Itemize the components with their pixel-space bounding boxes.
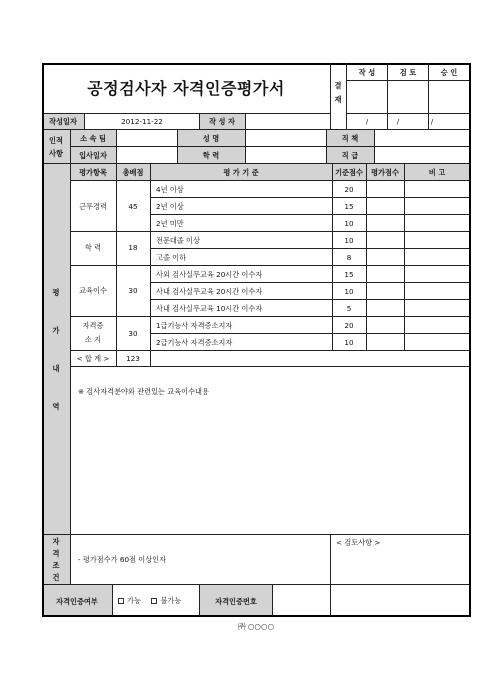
group-total-license: 30 (128, 329, 138, 338)
personal-mid-line (70, 146, 470, 147)
group-item-education: 학 력 (84, 243, 102, 252)
score-row-6: 15 (344, 270, 354, 279)
criterion-col-line (332, 164, 333, 350)
group-total-education: 18 (128, 243, 138, 252)
approval-header-line (346, 80, 470, 81)
title-bottom-line (42, 113, 330, 114)
score-row-5: 8 (346, 253, 352, 262)
score-row-7: 10 (344, 287, 354, 296)
eval-col-line (404, 164, 405, 350)
row-line-4 (150, 248, 470, 249)
created-date-label: 작성일자 (49, 117, 77, 126)
team-label: 소 속 팀 (80, 134, 106, 143)
col-header-score: 기준점수 (335, 168, 363, 177)
score-row-1: 20 (344, 185, 354, 194)
created-date-value: 2012-11-22 (121, 117, 163, 126)
col-header-remarks: 비 고 (428, 168, 446, 177)
eval-header-bottom (70, 180, 470, 181)
grade-label: 직 급 (341, 151, 359, 160)
approval-label-line (346, 63, 347, 130)
group-item-career: 근무경력 (79, 202, 107, 211)
date-row-bottom (42, 129, 470, 130)
name-label: 성 명 (202, 134, 220, 143)
approval-date-slash-1: / (365, 117, 369, 126)
date-label-line (84, 113, 85, 130)
score-col-line (366, 164, 367, 350)
cert-label: 자격인증여부 (56, 597, 98, 606)
col-header-criterion: 평 가 기 준 (223, 168, 259, 177)
score-row-10: 10 (344, 338, 354, 347)
row-line-7 (150, 299, 470, 300)
row-line-8 (70, 316, 470, 317)
criterion-row-8: 사내 검사실무교육 10시간 이수자 (156, 304, 263, 313)
score-row-2: 15 (344, 202, 354, 211)
group-item-license-1: 자격증 (82, 321, 104, 330)
group-total-training: 30 (128, 286, 138, 295)
approval-sign-line (346, 113, 470, 114)
criterion-row-1: 4년 이상 (156, 185, 184, 194)
criterion-row-9: 1급기능사 자격증소지자 (156, 321, 233, 330)
author-label: 작 성 자 (209, 117, 235, 126)
criterion-row-5: 고졸 이하 (156, 253, 187, 262)
name-label-line (245, 130, 246, 164)
row-line-2 (150, 214, 470, 215)
approval-col-review: 검 토 (399, 68, 417, 77)
company-name: ㈜ ○○○○ (237, 622, 275, 631)
eval-section-bottom (42, 534, 470, 535)
criterion-row-6: 사외 검사실무교육 20시간 이수자 (156, 270, 263, 279)
score-row-9: 20 (344, 321, 354, 330)
group-item-license-2: 소 지 (84, 335, 102, 344)
cert-yes-checkbox[interactable] (118, 598, 124, 604)
team-label-line (116, 130, 117, 164)
training-note: ※ 검사자격분야와 관련있는 교육이수내용 (78, 387, 209, 396)
approval-label: 결 재 (334, 81, 342, 105)
total-row-bottom (70, 366, 470, 367)
approval-col-approve: 승 인 (440, 68, 458, 77)
total-value: 123 (126, 354, 140, 363)
conditions-label-line (70, 534, 71, 585)
duty-label: 직 책 (341, 134, 359, 143)
frame-right (469, 63, 471, 617)
education-label: 학 력 (202, 151, 220, 160)
review-label: < 검토사항 > (336, 538, 381, 547)
score-row-4: 10 (344, 236, 354, 245)
group-total-career: 45 (128, 202, 138, 211)
total-col-line (150, 164, 151, 367)
criterion-row-3: 2년 미만 (156, 219, 184, 228)
conditions-label-3: 조 (52, 561, 60, 570)
col-header-eval-score: 평가점수 (371, 168, 399, 177)
eval-section-label-3: 내 (52, 364, 60, 373)
cert-number-label: 자격인증번호 (215, 597, 257, 606)
frame-top (42, 63, 471, 65)
approval-col-write: 작 성 (358, 68, 376, 77)
row-line-1 (150, 197, 470, 198)
cert-no-label-line (272, 585, 273, 616)
criterion-row-7: 사내 검사실무교육 20시간 이수자 (156, 287, 263, 296)
item-col-line (116, 164, 117, 367)
cert-options (118, 597, 181, 604)
conditions-label-1: 자 (52, 537, 60, 546)
cert-option-line (199, 585, 200, 616)
personal-bottom-line (42, 163, 470, 164)
group-item-training: 교육이수 (79, 286, 107, 295)
team-value-line (177, 130, 178, 164)
col-header-item: 평가항목 (79, 168, 107, 177)
row-line-9 (150, 333, 470, 334)
total-label: < 합 계 > (76, 354, 110, 363)
row-line-6 (150, 282, 470, 283)
conditions-text: - 평가점수가 60점 이상인자 (78, 555, 167, 564)
cert-yes-label: 가능 (127, 596, 141, 605)
row-line-5 (70, 265, 470, 266)
criterion-row-2: 2년 이상 (156, 202, 184, 211)
conditions-label-2: 격 (52, 549, 60, 558)
frame-bottom (42, 615, 471, 617)
frame-left (42, 63, 44, 617)
approval-date-slash-2: / (396, 117, 400, 126)
cert-no-checkbox[interactable] (151, 598, 157, 604)
row-line-10 (70, 350, 470, 351)
page-title: 공정검사자 자격인증평가서 (87, 79, 285, 98)
approval-col-line-1 (387, 63, 388, 130)
approval-left-line (330, 63, 331, 130)
eval-section-label-2: 가 (52, 326, 60, 335)
criterion-row-4: 전문대졸 이상 (156, 236, 200, 245)
section-label-line (70, 130, 71, 534)
author-label-line (245, 113, 246, 130)
cert-no-value-line (330, 585, 331, 616)
conditions-label-4: 건 (52, 573, 60, 582)
score-row-8: 5 (346, 304, 352, 313)
row-line-3 (70, 231, 470, 232)
duty-label-line (374, 130, 375, 164)
date-value-line (199, 113, 200, 130)
personal-label-1: 인적 (49, 136, 63, 145)
hire-date-label: 입사일자 (79, 151, 107, 160)
cert-label-line (112, 585, 113, 616)
criterion-row-10: 2급기능사 자격증소지자 (156, 338, 233, 347)
conditions-mid-line (330, 534, 331, 585)
score-row-3: 10 (344, 219, 354, 228)
personal-label-2: 사항 (49, 149, 63, 158)
eval-section-label-4: 역 (52, 402, 60, 411)
cert-no-option-label: 불가능 (160, 596, 182, 605)
name-value-line (326, 130, 327, 164)
col-header-total: 총배점 (122, 168, 144, 177)
eval-section-label-1: 평 (52, 288, 60, 297)
approval-date-slash-3: / (430, 117, 434, 126)
evaluation-label-bg (42, 164, 70, 534)
approval-col-line-2 (428, 63, 429, 130)
personal-label-bg (42, 130, 70, 163)
conditions-bottom (42, 584, 470, 585)
